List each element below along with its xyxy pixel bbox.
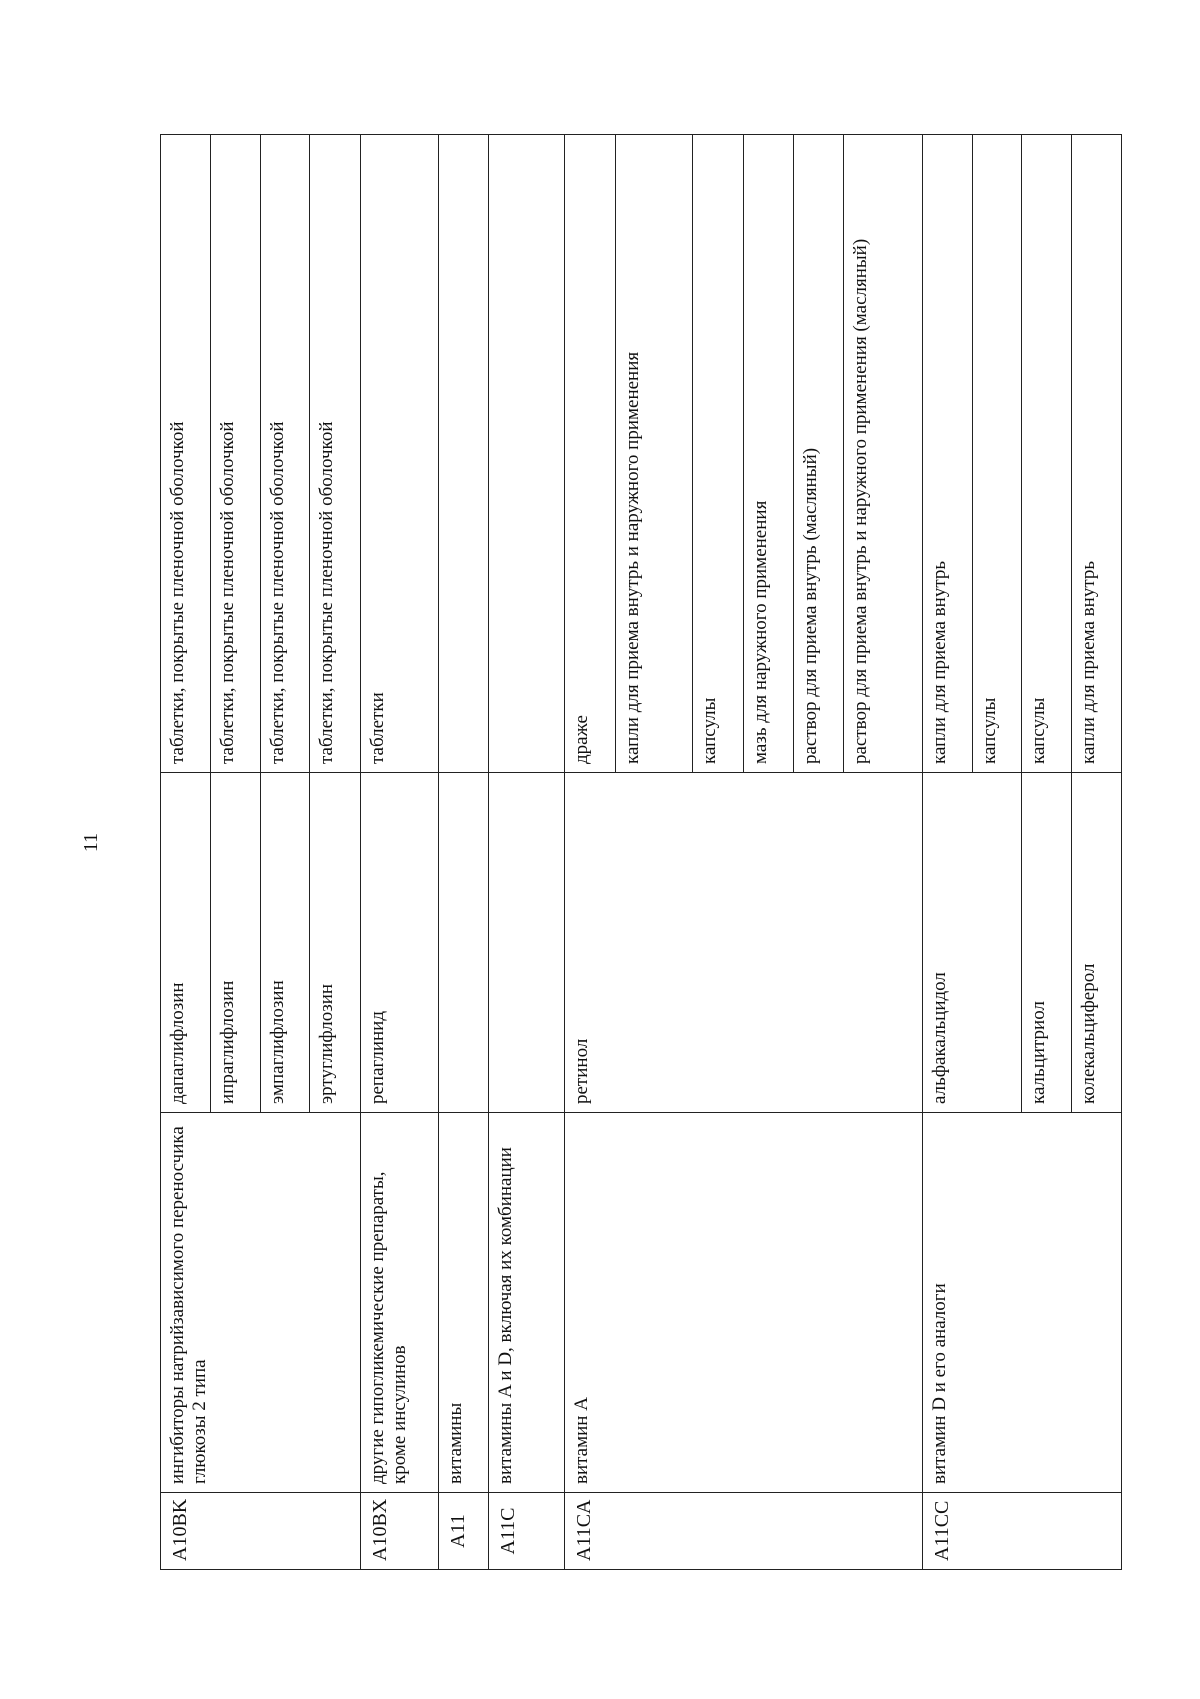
rotated-table-container [160,135,1122,1570]
dosage-form: таблетки, покрытые пленочной оболочкой [211,135,261,773]
substance-name [438,773,488,1113]
page-number: 11 [80,832,103,852]
table-row [488,135,564,1570]
substance-name: ипраглифлозин [211,773,261,1113]
dosage-form: капсулы [692,135,743,773]
atc-code: A11CC [922,1493,1122,1570]
dosage-form: капли для приема внутрь [922,135,972,773]
drug-table [160,134,1122,1570]
pharmacological-group: другие гипогликемические препараты, кроме инсулинов [361,1113,438,1493]
dosage-form: таблетки, покрытые пленочной оболочкой [161,135,211,773]
pharmacological-group: витамины [438,1113,488,1493]
table-row [161,135,211,1570]
dosage-form: таблетки, покрытые пленочной оболочкой [261,135,310,773]
substance-name: эртуглифлозин [310,773,361,1113]
dosage-form [488,135,564,773]
table-row [438,135,488,1570]
atc-code: A10BK [161,1493,361,1570]
table-row [361,135,438,1570]
substance-name: ретинол [565,773,922,1113]
dosage-form: мазь для наружного применения [743,135,793,773]
substance-name: эмпаглифлозин [261,773,310,1113]
dosage-form [438,135,488,773]
dosage-form: раствор для приема внутрь и наружного применения (масляный) [844,135,922,773]
substance-name: репаглинид [361,773,438,1113]
dosage-form: таблетки, покрытые пленочной оболочкой [310,135,361,773]
dosage-form: капли для приема внутрь [1071,135,1121,773]
atc-code: A10BX [361,1493,438,1570]
substance-name: кальцитриол [1021,773,1071,1113]
atc-code: A11CA [565,1493,922,1570]
atc-code: A11 [438,1493,488,1570]
substance-name: колекальциферол [1071,773,1121,1113]
dosage-form: капсулы [972,135,1021,773]
pharmacological-group: ингибиторы натрийзависимого переносчика глюкозы 2 типа [161,1113,361,1493]
dosage-form: раствор для приема внутрь (масляный) [793,135,843,773]
dosage-form: драже [565,135,616,773]
dosage-form: таблетки [361,135,438,773]
substance-name: альфакальцидол [922,773,1021,1113]
substance-name [488,773,564,1113]
table-row [922,135,972,1570]
table-row [565,135,616,1570]
substance-name: дапаглифлозин [161,773,211,1113]
atc-code: A11C [488,1493,564,1570]
pharmacological-group: витамин А [565,1113,922,1493]
pharmacological-group: витамин D и его аналоги [922,1113,1122,1493]
dosage-form: капсулы [1021,135,1071,773]
pharmacological-group: витамины A и D, включая их комбинации [488,1113,564,1493]
dosage-form: капли для приема внутрь и наружного применения [616,135,692,773]
